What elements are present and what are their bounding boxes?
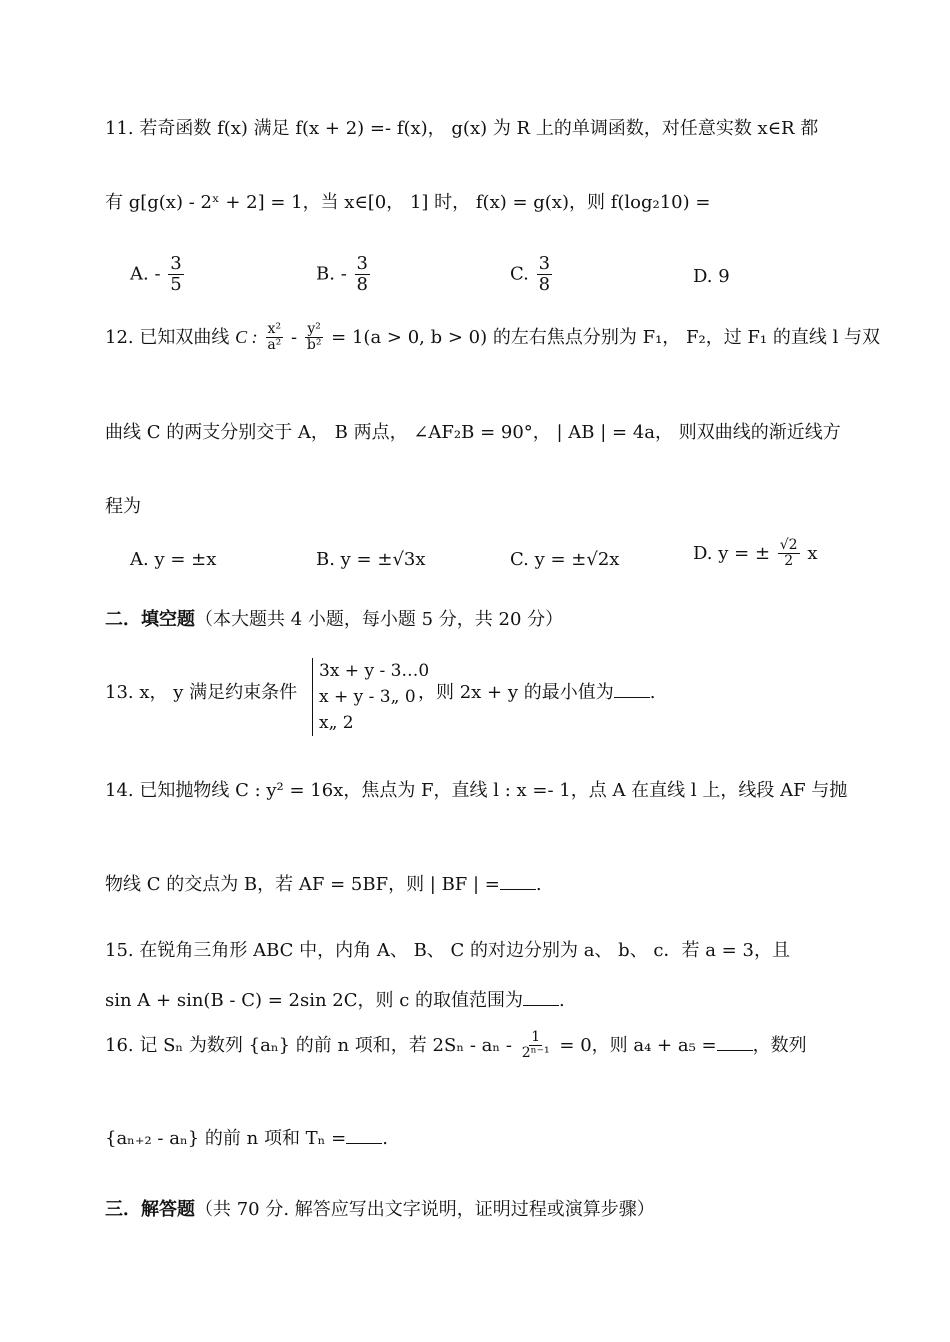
q12-line1: 12. 已知双曲线 C : $\frac{\text{x²}}{\text{a²}}$ - $\frac{\text{y²}}{\text{b²}}$ = 1(a > 0, b > 0) 的左右焦点分别为 F₁， F₂，过 F₁ 的直线 l 与双 — [105, 321, 881, 354]
q12-option-c: C. y = ±√2x — [510, 549, 620, 570]
q15-line1: 15. 在锐角三角形 ABC 中，内角 A、 B、 C 的对边分别为 a、 b、 c．若 a = 3，且 — [105, 940, 790, 961]
q13-constraint-1: 3x + y - 3…0 — [319, 661, 430, 681]
q11-option-a: A. - $\frac{3}{5}$ — [130, 253, 182, 295]
q14-answer-blank[interactable] — [500, 888, 536, 890]
q14-line2: 物线 C 的交点为 B，若 AF = 5BF，则 | BF | = . — [105, 874, 542, 895]
q12-line2: 曲线 C 的两支分别交于 A， B 两点， ∠AF₂B = 90°， | AB | = 4a， 则双曲线的渐近线方 — [105, 422, 841, 443]
q11-option-d: D. 9 — [693, 266, 730, 287]
q11-line2: 有 g[g(x) - 2ˣ + 2] = 1，当 x∈[0， 1] 时， f(x) = g(x)，则 f(log₂10) = — [105, 192, 711, 213]
q13-constraint-3: x„ 2 — [319, 713, 354, 733]
q12-option-d: D. y = ± $\frac{√2}{2}$ x — [693, 537, 818, 570]
q13-tail: ，则 2x + y 的最小值为 . — [418, 682, 656, 703]
q12-line3: 程为 — [105, 496, 141, 517]
section-2-heading: 二．填空题（本大题共 4 小题，每小题 5 分，共 20 分） — [105, 609, 564, 630]
q13-answer-blank[interactable] — [614, 696, 650, 698]
q15-line2: sin A + sin(B - C) = 2sin 2C，则 c 的取值范围为 . — [105, 990, 565, 1011]
q13-constraint-2: x + y - 3„ 0 — [319, 687, 416, 707]
q15-answer-blank[interactable] — [523, 1004, 559, 1006]
q13-constraints — [312, 658, 429, 736]
q14-line1: 14. 已知抛物线 C : y² = 16x，焦点为 F，直线 l : x =- 1，点 A 在直线 l 上，线段 AF 与抛 — [105, 780, 848, 801]
q11-option-b: B. - $\frac{3}{8}$ — [316, 253, 368, 295]
q12-option-a: A. y = ±x — [130, 549, 217, 570]
q16-answer-blank-1[interactable] — [717, 1049, 753, 1051]
section-3-heading: 三．解答题（共 70 分. 解答应写出文字说明，证明过程或演算步骤） — [105, 1199, 655, 1220]
q16-line1: 16. 记 Sₙ 为数列 {aₙ} 的前 n 项和，若 2Sₙ - aₙ - $\frac{1}{\text{2ⁿ⁻¹}}$ = 0，则 a₄ + a₅ = ，数列 — [105, 1029, 807, 1062]
q16-answer-blank-2[interactable] — [346, 1142, 382, 1144]
q13-stem: 13. x， y 满足约束条件 — [105, 682, 298, 703]
q11-line1: 11. 若奇函数 f(x) 满足 f(x + 2) =- f(x)， g(x) 为 R 上的单调函数，对任意实数 x∈R 都 — [105, 118, 819, 139]
q16-line2: {aₙ₊₂ - aₙ} 的前 n 项和 Tₙ = . — [105, 1128, 388, 1149]
q12-option-b: B. y = ±√3x — [316, 549, 426, 570]
q11-option-c: C. $\frac{3}{8}$ — [510, 253, 551, 295]
